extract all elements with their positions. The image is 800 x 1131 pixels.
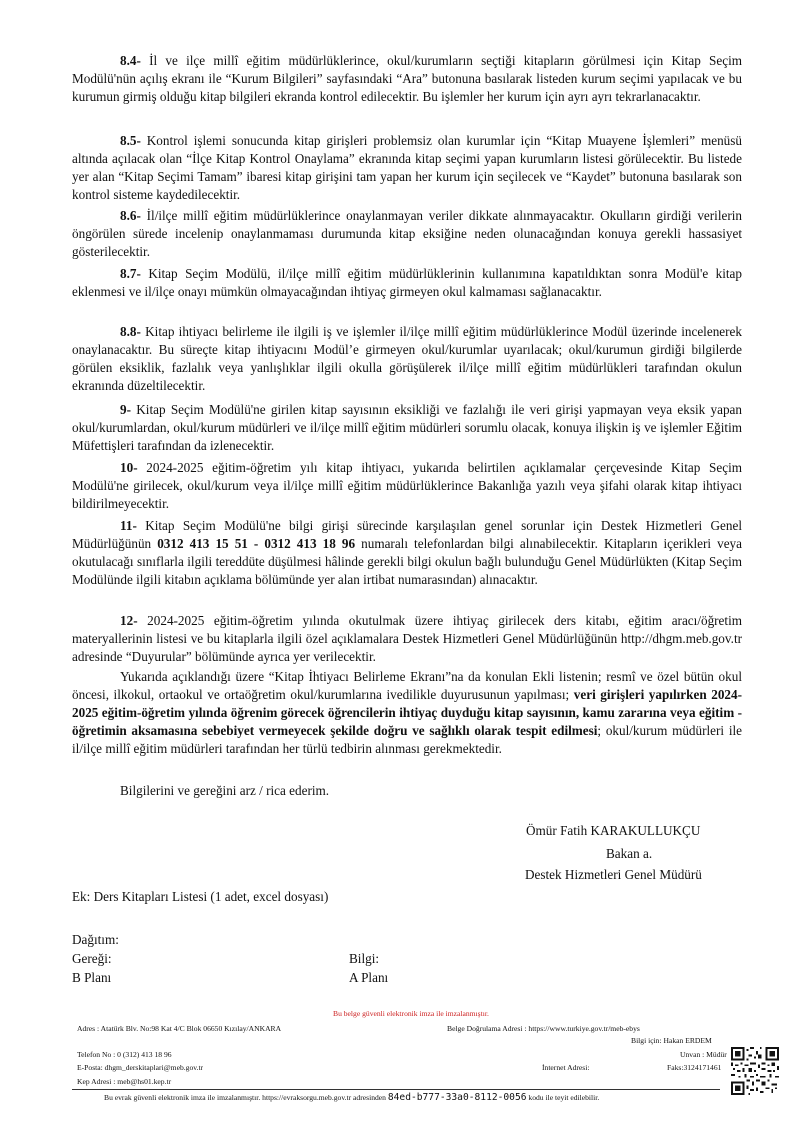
item-number: 11-	[120, 518, 137, 533]
paragraph-8-4	[72, 52, 742, 106]
paragraph-text: İl ve ilçe millî eğitim müdürlüklerince, okul/kurumların seçtiği kitapların görülmesi için Kitap Seçim Modülü'nün açılış ekranı ile “Kurum Bilgileri” sayfasındaki “Ara” butonuna basılarak listeden kurum seçimi yapılacak ve bu kurumun girmiş olduğu kitap bilgileri ekranda kontrol edilecektir. Bu işlemler her kurum için ayrı ayrı tekrarlanacaktır.	[72, 53, 742, 105]
paragraph-8-6	[72, 207, 742, 261]
closing-emphasis: veri girişleri yapılırken 2024-2025 eğitim-öğretim yılında öğrenim görecek öğrencilerin ihtiyaç duyduğu kitap sayısının, kamu zararına veya eğitim - öğretimin aksamasına sebebiyet vermeyecek şekilde doğru ve sağlıklı olarak tespit edilmesi	[72, 687, 742, 739]
signatory-name: Ömür Fatih KARAKULLUKÇU	[526, 823, 701, 838]
item-number: 8.7-	[120, 266, 141, 281]
footer-email: E-Posta: dhgm_derskitaplari@meb.gov.tr	[77, 1063, 204, 1072]
paragraph-10	[72, 459, 742, 513]
paragraph-text: Kontrol işlemi sonucunda kitap girişleri problemsiz olan kurumlar için “Kitap Muayene İşlemleri” menüsü altında açılacak olan “İlçe Kitap Kontrol Onaylama” ekranında kitap seçimi yapan kurumların listesi görülecektir. Bu listede yer alan “Kitap Seçimi Tamam” ibaresi kitap girişini tam yapan her kurum için seçilecek ve “Kaydet” butonuna basılarak son kontrol sisteme kaydedilecektir.	[72, 133, 742, 203]
contact-title: Unvan : Müdür	[680, 1050, 727, 1059]
item-number: 8.4-	[120, 53, 141, 68]
paragraph-9	[72, 401, 742, 455]
paragraph-12	[72, 612, 742, 666]
internet-address-label: İnternet Adresi:	[542, 1063, 590, 1072]
paragraph-text: 2024-2025 eğitim-öğretim yılında okutulmak üzere ihtiyaç girilecek ders kitabı, eğitim aracı/öğretim materyallerinin listesi ve bu kitaplarla ilgili özel açıklamalara Destek Hizmetleri Genel Müdürlüğünün http://dhgm.meb.gov.tr adresinde “Duyurular” bölümünde ayrıca yer verilecektir.	[72, 613, 742, 665]
paragraph-8-7	[72, 265, 742, 301]
signatory-title: Destek Hizmetleri Genel Müdürü	[525, 867, 702, 882]
paragraph-text: Kitap ihtiyacı belirleme ile ilgili iş ve işlemler il/ilçe millî eğitim müdürlüklerince Modül üzerinde incelenerek onaylanacaktır. Bu süreçte kitap ihtiyacını Modül’e girmeyen okul/kurumlar uyarılacak; okul/kurumun girdiği bilgilerde görülen eksiklik, fazlalık veya yanlışlıklar ilgili okulla görüşülerek il/ilçe millî eğitim müdürlükleri tarafından okulun ekranında düzeltilecektir.	[72, 324, 742, 394]
verification-footer: Bu evrak güvenli elektronik imza ile imzalanmıştır. https://evraksorgu.meb.gov.tr adresinden 84ed-b777-33a0-8112-0056 kodu ile teyit edilebilir.	[104, 1092, 600, 1103]
footer-kep: Kep Adresi : meb@hs01.kep.tr	[77, 1077, 172, 1086]
gerekli-label: Gereği:	[72, 951, 112, 966]
info-contact: Bilgi için: Hakan ERDEM	[631, 1036, 712, 1045]
footer-address: Adres : Atatürk Blv. No:98 Kat 4/C Blok 06650 Kızılay/ANKARA	[77, 1024, 282, 1033]
item-number: 10-	[120, 460, 138, 475]
paragraph-text: 2024-2025 eğitim-öğretim yılı kitap ihtiyacı, yukarıda belirtilen açıklamalar çerçevesinde Kitap Seçim Modülü'ne girilecek, okul/kurum veya il/ilçe millî eğitim müdürlüklerince Bakanlığa yazılı veya şifahi olarak kitap ihtiyacı bildirilmeyecektir.	[72, 460, 742, 512]
footer-phone: Telefon No : 0 (312) 413 18 96	[77, 1050, 172, 1059]
paragraph-8-8	[72, 323, 742, 395]
paragraph-text: Kitap Seçim Modülü'ne bilgi girişi sürecinde karşılaşılan genel sorunlar için Destek Hizmetleri Genel Müdürlüğünün	[72, 518, 742, 552]
request-line: Bilgilerini ve gereğini arz / rica ederim.	[120, 783, 330, 798]
secure-signature-notice: Bu belge güvenli elektronik imza ile imzalanmıştır.	[333, 1009, 489, 1018]
gerekli-value: B Planı	[72, 970, 112, 985]
paragraph-8-5	[72, 132, 742, 204]
verification-code: 84ed-b777-33a0-8112-0056	[387, 1092, 527, 1103]
item-number: 12-	[120, 613, 138, 628]
paragraph-text: Kitap Seçim Modülü'ne girilen kitap sayısının eksikliği ve fazlalığı ile veri girişi yapmayan veya eksik yapan okul/kurumlardan, okul/kurum müdürleri ve il/ilçe millî eğitim müdürleri sorumlu olacak, konuya ilişkin iş ve işlemler Eğitim Müfettişleri tarafından da izlenecektir.	[72, 402, 742, 454]
item-number: 9-	[120, 402, 131, 417]
footer-divider	[72, 1089, 720, 1090]
bilgi-label: Bilgi:	[349, 951, 380, 966]
verification-address: Belge Doğrulama Adresi : https://www.turkiye.gov.tr/meb-ebys	[447, 1024, 640, 1033]
closing-paragraph	[72, 668, 742, 758]
qr-code-icon	[731, 1047, 779, 1095]
item-number: 8.5-	[120, 133, 141, 148]
paragraph-text: numaralı telefonlardan bilgi alınabilecektir. Kitapların içerikleri veya okutulacağı sınıflarla ilgili tereddüte düşülmesi hâlinde gerekli bilgi okulun bağlı bulunduğu Genel Müdürlükten (Kitap Seçim Modülünde ilgili kitabın açıklama bölümünde yer alan irtibat numarasından) alınacaktır.	[72, 536, 743, 588]
item-number: 8.6-	[120, 208, 141, 223]
paragraph-text: İl/ilçe millî eğitim müdürlüklerince onaylanmayan veriler dikkate alınmayacaktır. Okulların girdiği verilerin öngörülen sürede incelenip onaylanmaması durumunda kitap eksiğine neden olunacağından konuya gerekli hassasiyet gösterilecektir.	[72, 208, 742, 260]
phone-numbers: 0312 413 15 51 - 0312 413 18 96	[157, 536, 356, 552]
distribution-label: Dağıtım:	[72, 932, 119, 947]
closing-text: ; okul/kurum müdürleri ile il/ilçe millî eğitim müdürleri tarafından her türlü tedbirin alınması gerekmektedir.	[72, 723, 742, 757]
paragraph-text: Kitap Seçim Modülü, il/ilçe millî eğitim müdürlüklerinin kullanımına kapatıldıktan sonra Modül'e kitap eklenmesi ve il/ilçe onayı mümkün olmayacağından ihtiyaç girmeyen okul kalmaması sağlanacaktır.	[72, 266, 742, 300]
attachment-line: Ek: Ders Kitapları Listesi (1 adet, excel dosyası)	[72, 889, 329, 904]
bilgi-value: A Planı	[349, 970, 389, 985]
closing-text: Yukarıda açıklandığı üzere “Kitap İhtiyacı Belirleme Ekranı”na da konulan Ekli listenin; resmî ve özel bütün okul öncesi, ilkokul, ortaokul ve ortaöğretim okul/kurumlarına ivedilikle duyurusunun yapılması;	[72, 669, 742, 703]
item-number: 8.8-	[120, 324, 141, 339]
paragraph-11	[72, 517, 742, 589]
footer-fax: Faks:3124171461	[667, 1063, 722, 1072]
signatory-role: Bakan a.	[606, 846, 653, 861]
